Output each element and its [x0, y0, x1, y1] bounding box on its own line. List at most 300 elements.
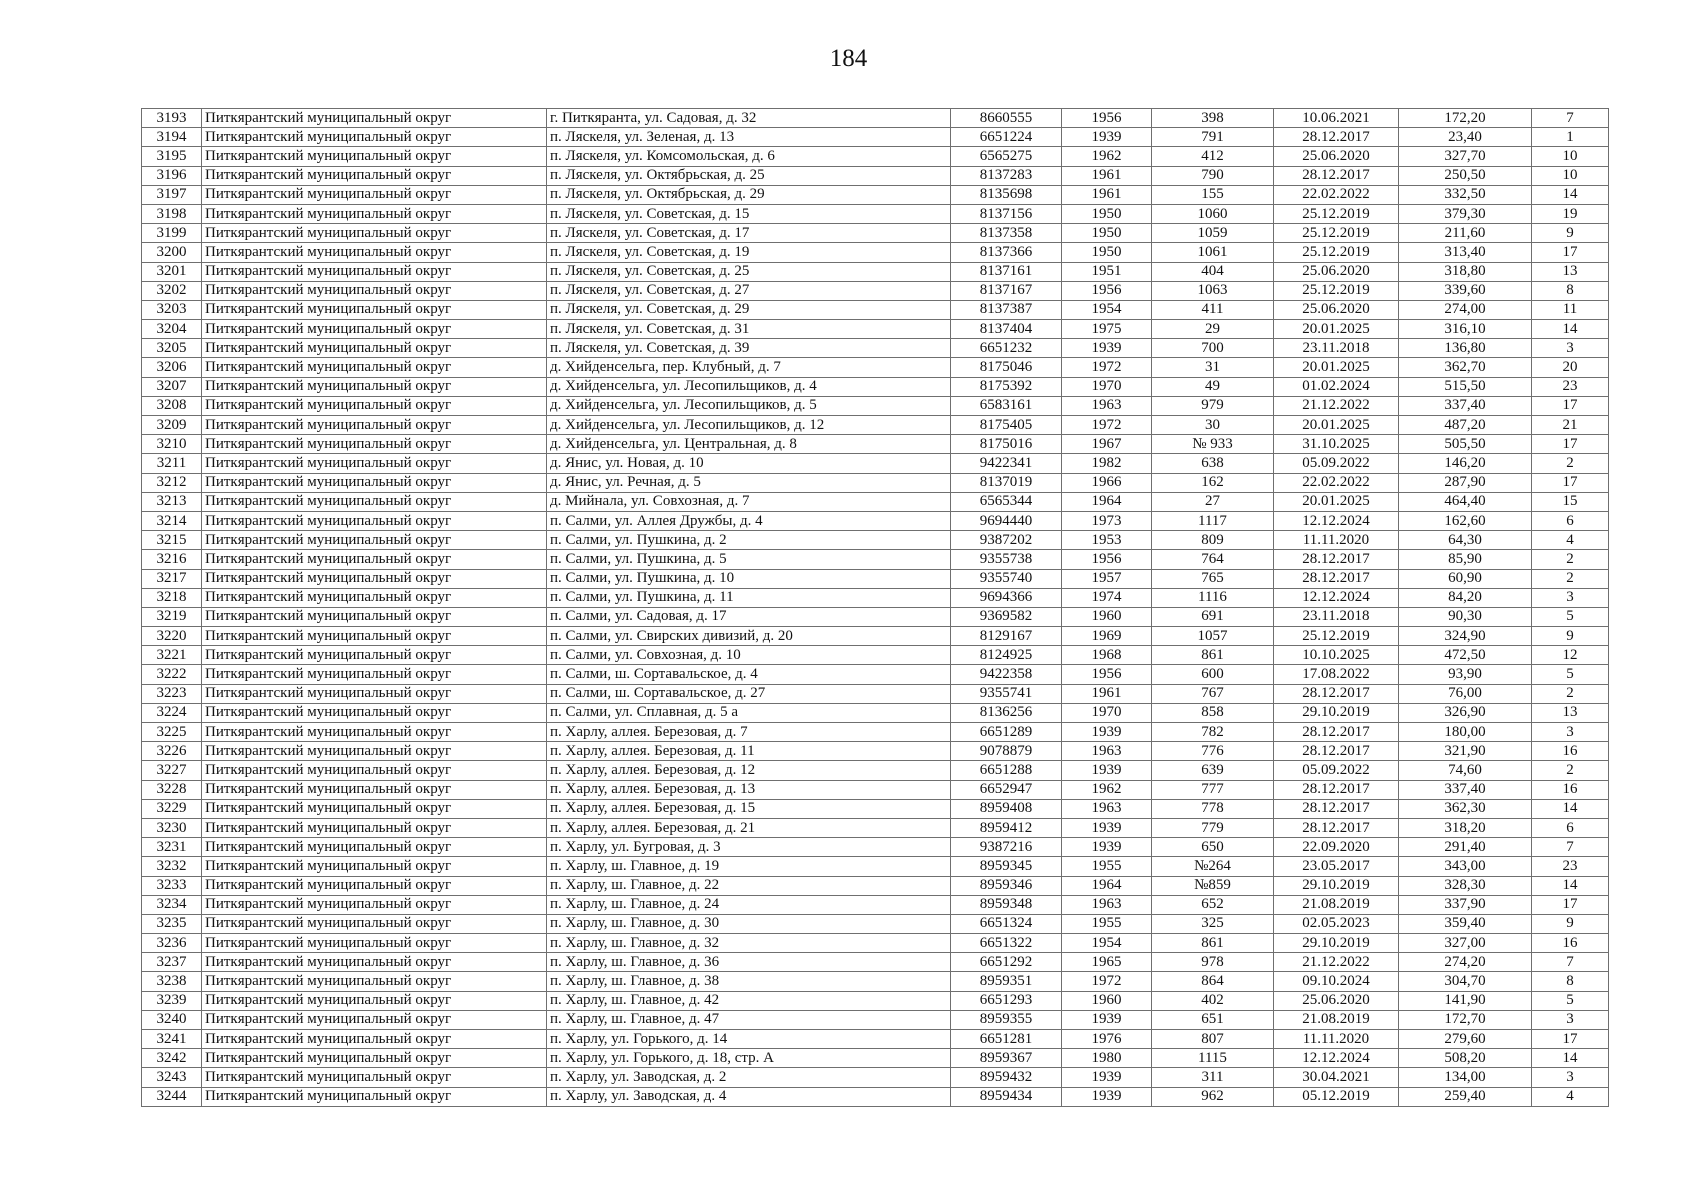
cell-municipality: Питкярантский муниципальный округ: [202, 627, 547, 646]
cell-build-year: 1982: [1062, 454, 1152, 473]
cell-decision-number: 1063: [1152, 281, 1274, 300]
cell-decision-number: 1116: [1152, 588, 1274, 607]
cell-decision-number: 638: [1152, 454, 1274, 473]
cell-area: 321,90: [1399, 742, 1532, 761]
cell-row-number: 3229: [142, 799, 202, 818]
cell-municipality: Питкярантский муниципальный округ: [202, 953, 547, 972]
cell-decision-date: 22.09.2020: [1274, 838, 1399, 857]
cell-municipality: Питкярантский муниципальный округ: [202, 531, 547, 550]
cell-decision-number: 776: [1152, 742, 1274, 761]
cell-build-year: 1961: [1062, 166, 1152, 185]
cell-decision-number: 652: [1152, 895, 1274, 914]
cell-address: п. Салми, ш. Сортавальское, д. 27: [547, 684, 951, 703]
cell-address: п. Салми, ул. Сплавная, д. 5 а: [547, 703, 951, 722]
table-row: [142, 224, 1609, 243]
cell-count: 16: [1532, 780, 1609, 799]
cell-count: 1: [1532, 128, 1609, 147]
table-row: [142, 934, 1609, 953]
table-row: [142, 147, 1609, 166]
cell-municipality: Питкярантский муниципальный округ: [202, 838, 547, 857]
cell-object-id: 8959367: [951, 1049, 1062, 1068]
table-row: [142, 435, 1609, 454]
table-row: [142, 454, 1609, 473]
cell-address: п. Ляскеля, ул. Комсомольская, д. 6: [547, 147, 951, 166]
cell-municipality: Питкярантский муниципальный округ: [202, 972, 547, 991]
cell-address: п. Харлу, ш. Главное, д. 19: [547, 857, 951, 876]
cell-municipality: Питкярантский муниципальный округ: [202, 185, 547, 204]
table-row: [142, 876, 1609, 895]
cell-object-id: 8129167: [951, 627, 1062, 646]
cell-row-number: 3198: [142, 204, 202, 223]
table-row: [142, 569, 1609, 588]
cell-municipality: Питкярантский муниципальный округ: [202, 895, 547, 914]
cell-address: п. Харлу, ш. Главное, д. 47: [547, 1010, 951, 1029]
cell-municipality: Питкярантский муниципальный округ: [202, 128, 547, 147]
cell-decision-date: 25.06.2020: [1274, 300, 1399, 319]
registry-table-body: [142, 109, 1609, 1107]
cell-row-number: 3244: [142, 1087, 202, 1106]
cell-address: д. Хийденсельга, пер. Клубный, д. 7: [547, 358, 951, 377]
cell-area: 211,60: [1399, 224, 1532, 243]
cell-build-year: 1973: [1062, 511, 1152, 530]
cell-decision-date: 25.12.2019: [1274, 243, 1399, 262]
cell-decision-date: 28.12.2017: [1274, 818, 1399, 837]
cell-count: 9: [1532, 914, 1609, 933]
cell-count: 23: [1532, 857, 1609, 876]
cell-row-number: 3235: [142, 914, 202, 933]
cell-object-id: 8660555: [951, 109, 1062, 128]
cell-decision-date: 31.10.2025: [1274, 435, 1399, 454]
cell-decision-date: 17.08.2022: [1274, 665, 1399, 684]
cell-object-id: 8137366: [951, 243, 1062, 262]
cell-row-number: 3221: [142, 646, 202, 665]
table-row: [142, 377, 1609, 396]
cell-decision-date: 28.12.2017: [1274, 128, 1399, 147]
cell-address: п. Харлу, ш. Главное, д. 22: [547, 876, 951, 895]
table-row: [142, 473, 1609, 492]
table-row: [142, 243, 1609, 262]
cell-decision-number: 809: [1152, 531, 1274, 550]
cell-row-number: 3219: [142, 607, 202, 626]
cell-decision-number: №859: [1152, 876, 1274, 895]
cell-build-year: 1963: [1062, 396, 1152, 415]
cell-build-year: 1970: [1062, 703, 1152, 722]
cell-object-id: 9355741: [951, 684, 1062, 703]
cell-count: 8: [1532, 281, 1609, 300]
cell-build-year: 1967: [1062, 435, 1152, 454]
cell-count: 10: [1532, 166, 1609, 185]
cell-decision-number: 791: [1152, 128, 1274, 147]
cell-row-number: 3220: [142, 627, 202, 646]
cell-row-number: 3209: [142, 416, 202, 435]
cell-count: 10: [1532, 147, 1609, 166]
cell-count: 14: [1532, 799, 1609, 818]
cell-row-number: 3236: [142, 934, 202, 953]
cell-row-number: 3243: [142, 1068, 202, 1087]
cell-count: 13: [1532, 262, 1609, 281]
cell-decision-date: 29.10.2019: [1274, 703, 1399, 722]
cell-area: 318,80: [1399, 262, 1532, 281]
cell-decision-number: 861: [1152, 646, 1274, 665]
table-row: [142, 723, 1609, 742]
cell-count: 9: [1532, 627, 1609, 646]
registry-table: [141, 108, 1609, 1107]
cell-area: 74,60: [1399, 761, 1532, 780]
cell-build-year: 1976: [1062, 1030, 1152, 1049]
cell-build-year: 1966: [1062, 473, 1152, 492]
cell-count: 2: [1532, 761, 1609, 780]
cell-municipality: Питкярантский муниципальный округ: [202, 396, 547, 415]
table-row: [142, 339, 1609, 358]
cell-decision-date: 25.06.2020: [1274, 147, 1399, 166]
cell-object-id: 8137283: [951, 166, 1062, 185]
cell-area: 60,90: [1399, 569, 1532, 588]
cell-address: п. Салми, ул. Свирских дивизий, д. 20: [547, 627, 951, 646]
cell-address: д. Хийденсельга, ул. Лесопильщиков, д. 12: [547, 416, 951, 435]
cell-build-year: 1968: [1062, 646, 1152, 665]
cell-area: 362,30: [1399, 799, 1532, 818]
cell-decision-number: 864: [1152, 972, 1274, 991]
cell-decision-number: 30: [1152, 416, 1274, 435]
cell-area: 287,90: [1399, 473, 1532, 492]
table-row: [142, 300, 1609, 319]
cell-decision-number: 765: [1152, 569, 1274, 588]
cell-object-id: 8959351: [951, 972, 1062, 991]
cell-decision-number: 764: [1152, 550, 1274, 569]
cell-address: д. Хийденсельга, ул. Центральная, д. 8: [547, 435, 951, 454]
cell-decision-date: 20.01.2025: [1274, 492, 1399, 511]
cell-area: 259,40: [1399, 1087, 1532, 1106]
cell-object-id: 8959432: [951, 1068, 1062, 1087]
cell-row-number: 3232: [142, 857, 202, 876]
cell-area: 172,20: [1399, 109, 1532, 128]
cell-area: 141,90: [1399, 991, 1532, 1010]
cell-municipality: Питкярантский муниципальный округ: [202, 109, 547, 128]
cell-count: 5: [1532, 991, 1609, 1010]
table-row: [142, 972, 1609, 991]
cell-decision-number: 49: [1152, 377, 1274, 396]
cell-decision-date: 22.02.2022: [1274, 185, 1399, 204]
cell-object-id: 6565344: [951, 492, 1062, 511]
cell-object-id: 9369582: [951, 607, 1062, 626]
cell-object-id: 9355740: [951, 569, 1062, 588]
cell-municipality: Питкярантский муниципальный округ: [202, 665, 547, 684]
cell-build-year: 1961: [1062, 684, 1152, 703]
table-row: [142, 895, 1609, 914]
cell-object-id: 6651281: [951, 1030, 1062, 1049]
cell-count: 7: [1532, 953, 1609, 972]
cell-object-id: 8959355: [951, 1010, 1062, 1029]
cell-municipality: Питкярантский муниципальный округ: [202, 166, 547, 185]
cell-decision-date: 25.12.2019: [1274, 224, 1399, 243]
cell-area: 146,20: [1399, 454, 1532, 473]
table-row: [142, 646, 1609, 665]
cell-decision-date: 20.01.2025: [1274, 416, 1399, 435]
cell-build-year: 1972: [1062, 972, 1152, 991]
cell-object-id: 8137161: [951, 262, 1062, 281]
cell-count: 20: [1532, 358, 1609, 377]
table-row: [142, 684, 1609, 703]
cell-area: 318,20: [1399, 818, 1532, 837]
table-row: [142, 665, 1609, 684]
cell-address: п. Харлу, ш. Главное, д. 32: [547, 934, 951, 953]
cell-object-id: 8959408: [951, 799, 1062, 818]
cell-build-year: 1951: [1062, 262, 1152, 281]
cell-municipality: Питкярантский муниципальный округ: [202, 1087, 547, 1106]
cell-object-id: 6651324: [951, 914, 1062, 933]
cell-row-number: 3197: [142, 185, 202, 204]
cell-build-year: 1963: [1062, 799, 1152, 818]
cell-address: п. Харлу, аллея. Березовая, д. 11: [547, 742, 951, 761]
cell-address: г. Питкяранта, ул. Садовая, д. 32: [547, 109, 951, 128]
cell-address: п. Ляскеля, ул. Советская, д. 27: [547, 281, 951, 300]
cell-build-year: 1975: [1062, 320, 1152, 339]
cell-build-year: 1956: [1062, 281, 1152, 300]
cell-build-year: 1963: [1062, 742, 1152, 761]
cell-count: 17: [1532, 435, 1609, 454]
cell-object-id: 8959348: [951, 895, 1062, 914]
table-row: [142, 1030, 1609, 1049]
cell-count: 16: [1532, 934, 1609, 953]
cell-object-id: 8959434: [951, 1087, 1062, 1106]
cell-municipality: Питкярантский муниципальный округ: [202, 780, 547, 799]
cell-address: п. Ляскеля, ул. Советская, д. 29: [547, 300, 951, 319]
cell-decision-date: 28.12.2017: [1274, 799, 1399, 818]
cell-area: 515,50: [1399, 377, 1532, 396]
cell-decision-number: 1115: [1152, 1049, 1274, 1068]
cell-object-id: 9422341: [951, 454, 1062, 473]
cell-address: п. Харлу, ул. Горького, д. 18, стр. А: [547, 1049, 951, 1068]
cell-row-number: 3193: [142, 109, 202, 128]
cell-build-year: 1939: [1062, 761, 1152, 780]
cell-count: 3: [1532, 723, 1609, 742]
cell-decision-date: 23.11.2018: [1274, 607, 1399, 626]
table-row: [142, 511, 1609, 530]
cell-area: 134,00: [1399, 1068, 1532, 1087]
cell-row-number: 3222: [142, 665, 202, 684]
table-row: [142, 953, 1609, 972]
table-row: [142, 607, 1609, 626]
cell-count: 14: [1532, 320, 1609, 339]
cell-area: 93,90: [1399, 665, 1532, 684]
cell-address: д. Хийденсельга, ул. Лесопильщиков, д. 4: [547, 377, 951, 396]
table-row: [142, 1049, 1609, 1068]
cell-municipality: Питкярантский муниципальный округ: [202, 857, 547, 876]
cell-row-number: 3200: [142, 243, 202, 262]
table-row: [142, 1068, 1609, 1087]
cell-decision-date: 02.05.2023: [1274, 914, 1399, 933]
cell-count: 23: [1532, 377, 1609, 396]
cell-municipality: Питкярантский муниципальный округ: [202, 204, 547, 223]
table-row: [142, 396, 1609, 415]
cell-row-number: 3239: [142, 991, 202, 1010]
table-row: [142, 588, 1609, 607]
table-row: [142, 780, 1609, 799]
cell-object-id: 9387202: [951, 531, 1062, 550]
cell-area: 337,40: [1399, 780, 1532, 799]
cell-object-id: 6651292: [951, 953, 1062, 972]
cell-object-id: 6652947: [951, 780, 1062, 799]
cell-municipality: Питкярантский муниципальный округ: [202, 991, 547, 1010]
cell-build-year: 1939: [1062, 128, 1152, 147]
cell-row-number: 3218: [142, 588, 202, 607]
cell-area: 172,70: [1399, 1010, 1532, 1029]
table-row: [142, 761, 1609, 780]
cell-municipality: Питкярантский муниципальный округ: [202, 339, 547, 358]
cell-count: 16: [1532, 742, 1609, 761]
cell-area: 337,90: [1399, 895, 1532, 914]
cell-decision-date: 05.09.2022: [1274, 761, 1399, 780]
cell-count: 14: [1532, 876, 1609, 895]
cell-count: 8: [1532, 972, 1609, 991]
cell-municipality: Питкярантский муниципальный округ: [202, 281, 547, 300]
table-row: [142, 416, 1609, 435]
cell-count: 12: [1532, 646, 1609, 665]
cell-object-id: 8959345: [951, 857, 1062, 876]
table-row: [142, 991, 1609, 1010]
cell-count: 6: [1532, 511, 1609, 530]
cell-area: 343,00: [1399, 857, 1532, 876]
cell-municipality: Питкярантский муниципальный округ: [202, 1030, 547, 1049]
cell-build-year: 1956: [1062, 665, 1152, 684]
cell-build-year: 1956: [1062, 109, 1152, 128]
cell-municipality: Питкярантский муниципальный округ: [202, 876, 547, 895]
cell-area: 250,50: [1399, 166, 1532, 185]
cell-area: 464,40: [1399, 492, 1532, 511]
cell-count: 2: [1532, 684, 1609, 703]
cell-decision-date: 11.11.2020: [1274, 1030, 1399, 1049]
cell-municipality: Питкярантский муниципальный округ: [202, 742, 547, 761]
cell-area: 85,90: [1399, 550, 1532, 569]
table-row: [142, 128, 1609, 147]
cell-row-number: 3206: [142, 358, 202, 377]
cell-object-id: 8136256: [951, 703, 1062, 722]
cell-municipality: Питкярантский муниципальный округ: [202, 588, 547, 607]
cell-decision-number: 31: [1152, 358, 1274, 377]
cell-count: 3: [1532, 1068, 1609, 1087]
cell-build-year: 1956: [1062, 550, 1152, 569]
cell-row-number: 3203: [142, 300, 202, 319]
cell-address: п. Ляскеля, ул. Советская, д. 15: [547, 204, 951, 223]
cell-decision-date: 28.12.2017: [1274, 166, 1399, 185]
cell-row-number: 3216: [142, 550, 202, 569]
cell-area: 332,50: [1399, 185, 1532, 204]
cell-address: п. Ляскеля, ул. Советская, д. 31: [547, 320, 951, 339]
cell-decision-date: 28.12.2017: [1274, 569, 1399, 588]
cell-area: 313,40: [1399, 243, 1532, 262]
cell-count: 21: [1532, 416, 1609, 435]
cell-build-year: 1939: [1062, 818, 1152, 837]
cell-row-number: 3214: [142, 511, 202, 530]
cell-row-number: 3217: [142, 569, 202, 588]
cell-object-id: 9694366: [951, 588, 1062, 607]
cell-address: п. Харлу, ул. Заводская, д. 4: [547, 1087, 951, 1106]
table-row: [142, 703, 1609, 722]
cell-build-year: 1972: [1062, 358, 1152, 377]
cell-decision-number: 600: [1152, 665, 1274, 684]
table-row: [142, 262, 1609, 281]
table-row: [142, 166, 1609, 185]
cell-count: 17: [1532, 895, 1609, 914]
cell-address: д. Хийденсельга, ул. Лесопильщиков, д. 5: [547, 396, 951, 415]
cell-count: 5: [1532, 665, 1609, 684]
cell-object-id: 6565275: [951, 147, 1062, 166]
cell-decision-date: 20.01.2025: [1274, 320, 1399, 339]
cell-build-year: 1950: [1062, 204, 1152, 223]
cell-decision-date: 28.12.2017: [1274, 780, 1399, 799]
cell-decision-date: 21.12.2022: [1274, 953, 1399, 972]
cell-build-year: 1964: [1062, 876, 1152, 895]
cell-row-number: 3234: [142, 895, 202, 914]
cell-municipality: Питкярантский муниципальный округ: [202, 416, 547, 435]
cell-decision-number: 411: [1152, 300, 1274, 319]
cell-row-number: 3207: [142, 377, 202, 396]
cell-object-id: 9355738: [951, 550, 1062, 569]
cell-area: 90,30: [1399, 607, 1532, 626]
cell-decision-date: 21.08.2019: [1274, 1010, 1399, 1029]
cell-address: п. Харлу, ул. Бугровая, д. 3: [547, 838, 951, 857]
cell-count: 17: [1532, 243, 1609, 262]
cell-decision-number: 790: [1152, 166, 1274, 185]
cell-decision-number: 651: [1152, 1010, 1274, 1029]
table-row: [142, 627, 1609, 646]
cell-municipality: Питкярантский муниципальный округ: [202, 684, 547, 703]
cell-decision-date: 05.09.2022: [1274, 454, 1399, 473]
cell-build-year: 1955: [1062, 857, 1152, 876]
table-row: [142, 204, 1609, 223]
cell-municipality: Питкярантский муниципальный округ: [202, 492, 547, 511]
cell-area: 304,70: [1399, 972, 1532, 991]
cell-decision-date: 29.10.2019: [1274, 876, 1399, 895]
cell-address: д. Мийнала, ул. Совхозная, д. 7: [547, 492, 951, 511]
cell-build-year: 1939: [1062, 723, 1152, 742]
cell-decision-date: 01.02.2024: [1274, 377, 1399, 396]
table-row: [142, 531, 1609, 550]
cell-object-id: 9387216: [951, 838, 1062, 857]
cell-decision-date: 30.04.2021: [1274, 1068, 1399, 1087]
cell-address: п. Харлу, ш. Главное, д. 30: [547, 914, 951, 933]
table-row: [142, 492, 1609, 511]
cell-address: п. Ляскеля, ул. Зеленая, д. 13: [547, 128, 951, 147]
cell-area: 279,60: [1399, 1030, 1532, 1049]
cell-decision-number: 1059: [1152, 224, 1274, 243]
cell-decision-number: 978: [1152, 953, 1274, 972]
cell-decision-number: 779: [1152, 818, 1274, 837]
cell-object-id: 6651232: [951, 339, 1062, 358]
table-row: [142, 857, 1609, 876]
cell-build-year: 1974: [1062, 588, 1152, 607]
cell-address: п. Харлу, ш. Главное, д. 38: [547, 972, 951, 991]
cell-address: п. Ляскеля, ул. Октябрьская, д. 25: [547, 166, 951, 185]
cell-address: п. Ляскеля, ул. Советская, д. 19: [547, 243, 951, 262]
cell-decision-number: 325: [1152, 914, 1274, 933]
cell-decision-date: 20.01.2025: [1274, 358, 1399, 377]
cell-count: 2: [1532, 454, 1609, 473]
cell-address: п. Салми, ул. Садовая, д. 17: [547, 607, 951, 626]
table-row: [142, 1087, 1609, 1106]
cell-decision-number: 1061: [1152, 243, 1274, 262]
cell-area: 274,00: [1399, 300, 1532, 319]
cell-decision-number: 155: [1152, 185, 1274, 204]
cell-row-number: 3199: [142, 224, 202, 243]
cell-area: 64,30: [1399, 531, 1532, 550]
cell-decision-date: 28.12.2017: [1274, 550, 1399, 569]
cell-decision-number: 1060: [1152, 204, 1274, 223]
table-row: [142, 281, 1609, 300]
cell-object-id: 6651322: [951, 934, 1062, 953]
cell-decision-number: 691: [1152, 607, 1274, 626]
cell-row-number: 3233: [142, 876, 202, 895]
